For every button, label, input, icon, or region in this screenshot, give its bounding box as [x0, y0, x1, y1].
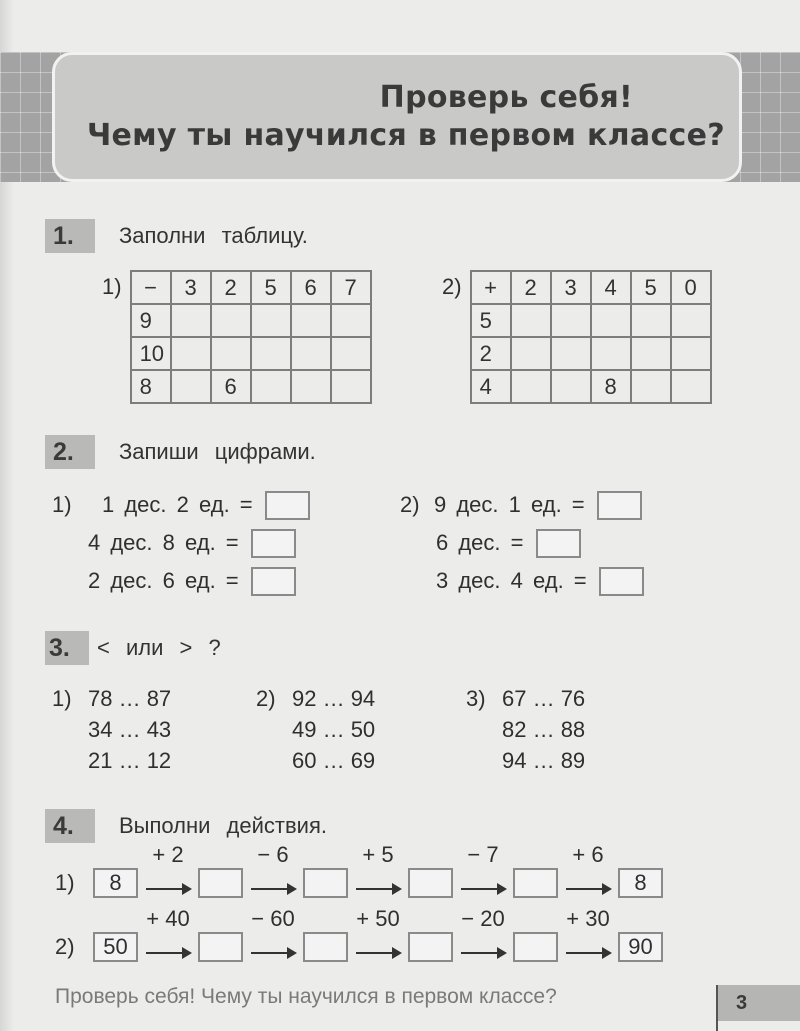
row-head: 10	[131, 337, 171, 370]
operation-step	[243, 904, 303, 964]
answer-cell[interactable]	[591, 337, 631, 370]
answer-cell[interactable]	[251, 370, 291, 403]
answer-box[interactable]	[513, 868, 558, 898]
answer-cell[interactable]	[211, 304, 251, 337]
operation-step	[243, 840, 303, 900]
start-box: 50	[93, 932, 138, 962]
answer-cell[interactable]	[171, 337, 211, 370]
answer-cell[interactable]	[631, 304, 671, 337]
t2-g1-line-3	[88, 566, 296, 596]
task-1-heading	[45, 218, 308, 254]
answer-cell[interactable]	[331, 304, 371, 337]
end-box: 90	[618, 932, 663, 962]
answer-cell[interactable]	[211, 337, 251, 370]
t2-g2-line-1	[400, 490, 642, 520]
answer-cell[interactable]	[291, 304, 331, 337]
answer-box[interactable]	[599, 567, 644, 596]
column-head: 3	[551, 271, 591, 304]
answer-box[interactable]	[198, 932, 243, 962]
task-title: < или > ?	[97, 635, 221, 660]
operation-label: + 50	[356, 906, 400, 931]
operation-step	[558, 904, 618, 964]
answer-cell[interactable]	[331, 370, 371, 403]
answer-cell[interactable]	[551, 304, 591, 337]
row-head: 5	[471, 304, 511, 337]
task-title: Заполни таблицу.	[119, 223, 308, 248]
answer-cell[interactable]	[671, 304, 711, 337]
answer-cell[interactable]	[511, 337, 551, 370]
compare-column-1	[52, 683, 171, 776]
answer-cell[interactable]	[511, 304, 551, 337]
table-row	[131, 304, 371, 337]
answer-cell[interactable]	[631, 337, 671, 370]
task-number: 4.	[45, 809, 95, 843]
operation-label: + 2	[152, 842, 184, 867]
compare-item[interactable]: 92 … 94	[292, 686, 376, 711]
compare-item[interactable]: 34 … 43	[88, 717, 172, 742]
task-number: 3.	[45, 631, 89, 665]
compare-column-2	[256, 683, 375, 776]
arrow-right-icon	[251, 888, 295, 890]
task-number: 1.	[45, 219, 95, 253]
answer-box[interactable]	[303, 932, 348, 962]
operation-label: + 40	[146, 906, 190, 931]
t2-g2-line-3	[436, 566, 644, 596]
column-label: 2)	[256, 686, 276, 711]
operation-step	[453, 904, 513, 964]
answer-cell[interactable]	[631, 370, 671, 403]
column-label: 1)	[52, 686, 72, 711]
group-label: 1)	[52, 492, 72, 517]
operator-cell: −	[131, 271, 171, 304]
answer-box[interactable]	[513, 932, 558, 962]
operation-chain-2	[55, 904, 663, 964]
answer-cell[interactable]	[251, 304, 291, 337]
expression: 3 дес. 4 ед. =	[436, 568, 587, 593]
answer-box[interactable]	[597, 491, 642, 520]
arrow-right-icon	[566, 888, 610, 890]
task-2-heading	[45, 434, 316, 470]
arrow-right-icon	[356, 888, 400, 890]
column-head: 2	[211, 271, 251, 304]
addition-table	[470, 270, 712, 404]
answer-cell[interactable]	[171, 370, 211, 403]
table-label: 2)	[442, 274, 462, 299]
answer-cell[interactable]	[171, 304, 211, 337]
answer-cell[interactable]	[551, 337, 591, 370]
operator-cell: +	[471, 271, 511, 304]
compare-item[interactable]: 60 … 69	[292, 748, 376, 773]
answer-cell[interactable]	[331, 337, 371, 370]
task-title: Выполни действия.	[119, 813, 327, 838]
row-head: 8	[131, 370, 171, 403]
operation-label: + 30	[566, 906, 610, 931]
operation-label: − 20	[461, 906, 505, 931]
task-3-heading	[45, 630, 221, 666]
t2-g1-line-1	[52, 490, 310, 520]
t2-g2-line-2	[436, 528, 581, 558]
table-row	[131, 337, 371, 370]
table-row	[131, 370, 371, 403]
start-box: 8	[93, 868, 138, 898]
page-number: 3	[718, 985, 800, 1021]
page-title-line1: Проверь себя!	[379, 80, 633, 115]
answer-cell[interactable]	[551, 370, 591, 403]
arrow-right-icon	[146, 952, 190, 954]
answer-box[interactable]	[536, 529, 581, 558]
compare-item[interactable]: 49 … 50	[292, 717, 376, 742]
arrow-right-icon	[356, 952, 400, 954]
expression: 6 дес. =	[436, 530, 524, 555]
operation-label: + 6	[572, 842, 604, 867]
answer-box[interactable]	[265, 491, 310, 520]
arrow-right-icon	[146, 888, 190, 890]
table-row	[471, 370, 711, 403]
operation-label: − 7	[467, 842, 499, 867]
operation-step	[348, 904, 408, 964]
operation-step	[453, 840, 513, 900]
expression: 2 дес. 6 ед. =	[88, 568, 239, 593]
task-1-table-1	[102, 270, 372, 404]
t2-g1-line-2	[88, 528, 296, 558]
answer-cell[interactable]	[671, 337, 711, 370]
group-label: 2)	[400, 492, 420, 517]
compare-item[interactable]: 21 … 12	[88, 748, 172, 773]
expression: 4 дес. 8 ед. =	[88, 530, 239, 555]
page-header	[52, 52, 742, 182]
answer-cell[interactable]	[511, 370, 551, 403]
answer-box[interactable]	[198, 868, 243, 898]
column-head: 7	[331, 271, 371, 304]
column-head: 0	[671, 271, 711, 304]
table-header-row	[471, 271, 711, 304]
chain-label: 1)	[55, 870, 75, 895]
answer-box[interactable]	[251, 529, 296, 558]
page-title-line2: Чему ты научился в первом классе?	[86, 118, 725, 153]
expression: 1 дес. 2 ед. =	[102, 492, 253, 517]
answer-cell[interactable]: 8	[591, 370, 631, 403]
arrow-right-icon	[461, 888, 505, 890]
arrow-right-icon	[461, 952, 505, 954]
answer-cell[interactable]	[291, 370, 331, 403]
compare-item[interactable]: 94 … 89	[502, 748, 586, 773]
answer-box[interactable]	[408, 932, 453, 962]
column-head: 6	[291, 271, 331, 304]
compare-item[interactable]: 82 … 88	[502, 717, 586, 742]
expression: 9 дес. 1 ед. =	[434, 492, 585, 517]
table-row	[471, 337, 711, 370]
operation-step	[348, 840, 408, 900]
column-label: 3)	[466, 686, 486, 711]
operation-step	[138, 904, 198, 964]
operation-label: − 6	[257, 842, 289, 867]
answer-box[interactable]	[408, 868, 453, 898]
operation-label: − 60	[251, 906, 295, 931]
answer-box[interactable]	[251, 567, 296, 596]
table-header-row	[131, 271, 371, 304]
running-footer: Проверь себя! Чему ты научился в первом классе?	[55, 985, 557, 1008]
column-head: 3	[171, 271, 211, 304]
chain-label: 2)	[55, 934, 75, 959]
operation-chain-1	[55, 840, 663, 900]
task-1-table-2	[442, 270, 712, 404]
end-box: 8	[618, 868, 663, 898]
answer-cell[interactable]	[671, 370, 711, 403]
answer-cell[interactable]: 6	[211, 370, 251, 403]
answer-box[interactable]	[303, 868, 348, 898]
operation-step	[138, 840, 198, 900]
table-row	[471, 304, 711, 337]
compare-item[interactable]: 78 … 87	[88, 686, 172, 711]
table-label: 1)	[102, 274, 122, 299]
row-head: 9	[131, 304, 171, 337]
task-number: 2.	[45, 435, 95, 469]
column-head: 2	[511, 271, 551, 304]
arrow-right-icon	[251, 952, 295, 954]
operation-label: + 5	[362, 842, 394, 867]
compare-column-3	[466, 683, 585, 776]
answer-cell[interactable]	[251, 337, 291, 370]
operation-step	[558, 840, 618, 900]
answer-cell[interactable]	[591, 304, 631, 337]
column-head: 5	[631, 271, 671, 304]
column-head: 4	[591, 271, 631, 304]
compare-item[interactable]: 67 … 76	[502, 686, 586, 711]
subtraction-table	[130, 270, 372, 404]
row-head: 2	[471, 337, 511, 370]
arrow-right-icon	[566, 952, 610, 954]
row-head: 4	[471, 370, 511, 403]
column-head: 5	[251, 271, 291, 304]
answer-cell[interactable]	[291, 337, 331, 370]
task-4-heading	[45, 808, 327, 844]
task-title: Запиши цифрами.	[119, 439, 316, 464]
